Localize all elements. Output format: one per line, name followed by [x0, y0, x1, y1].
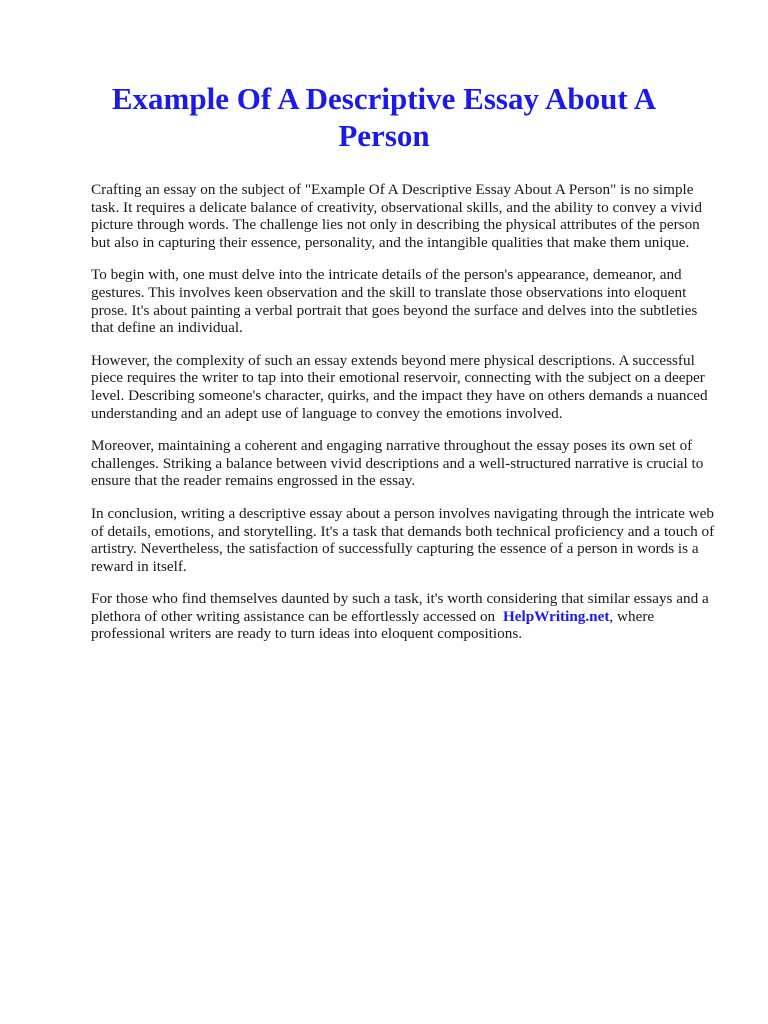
paragraph-2: To begin with, one must delve into the intricate details of the person's appearance, demeanor, and gestures. This involves keen observation and the skill to translate those observations into eloquent prose. It's about painting a verbal portrait that goes beyond the surface and delves into the subtleties that define an individual.: [91, 266, 698, 337]
paragraph-4: Moreover, maintaining a coherent and engaging narrative throughout the essay poses its own set of challenges. Striking a balance between vivid descriptions and a well-structured narrative is crucial to ensure that the reader remains engrossed in the essay.: [91, 437, 704, 490]
paragraph-3: However, the complexity of such an essay extends beyond mere physical descriptions. A successful piece requires the writer to tap into their emotional reservoir, connecting with the subject on a deeper level. Describing someone's character, quirks, and the impact they have on others demands a nuanced understanding and an adept use of language to convey the emotions involved.: [91, 351, 708, 422]
paragraph-6: [91, 590, 721, 643]
helpwriting-link[interactable]: HelpWriting.net: [502, 607, 610, 625]
paragraph-6-text-before-link: For those who find themselves daunted by such a task, it's worth considering that similar essays and a plethora of other writing assistance can be effortlessly accessed on: [91, 590, 709, 625]
paragraph-1: Crafting an essay on the subject of "Example Of A Descriptive Essay About A Person" is no simple task. It requires a delicate balance of creativity, observational skills, and the ability to convey a vivid picture through words. The challenge lies not only in describing the physical attributes of the person but also in capturing their essence, personality, and the intangible qualities that make them unique.: [91, 181, 702, 251]
document-title: Example Of A Descriptive Essay About A Person: [111, 81, 657, 153]
paragraph-6-text-after-link: , where professional writers are ready to turn ideas into eloquent compositions.: [91, 607, 655, 643]
paragraph-5: In conclusion, writing a descriptive essay about a person involves navigating through the intricate web of details, emotions, and storytelling. It's a task that demands both technical proficiency and a touch of artistry. Nevertheless, the satisfaction of successfully capturing the essence of a person in words is a reward in itself.: [91, 504, 715, 575]
document-body: [91, 181, 721, 658]
